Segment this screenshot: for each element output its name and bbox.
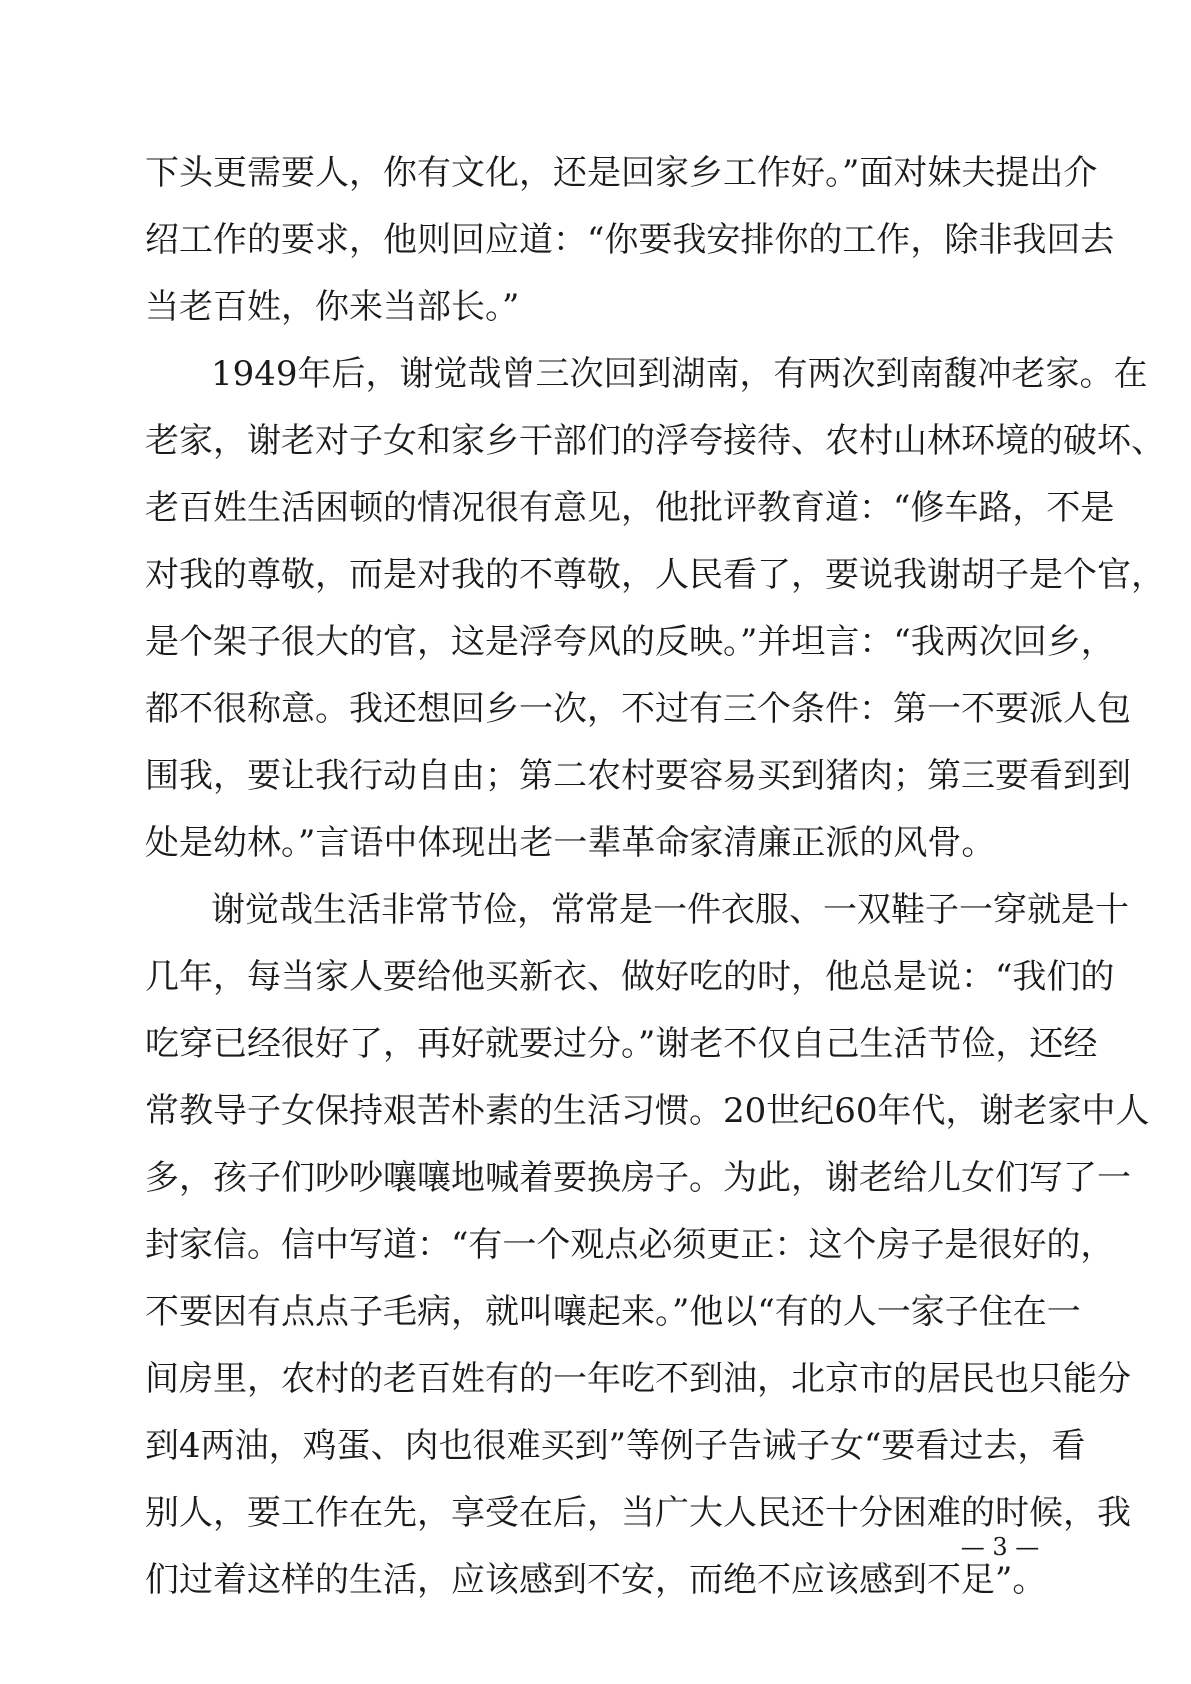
text-line: 围我，要让我行动自由；第二农村要容易买到猪肉；第三要看到到	[145, 756, 1131, 796]
text-line: 几年，每当家人要给他买新衣、做好吃的时，他总是说：“我们的	[145, 957, 1115, 997]
text-line: 处是幼林。”言语中体现出老一辈革命家清廉正派的风骨。	[145, 823, 996, 863]
text-line: 老百姓生活困顿的情况很有意见，他批评教育道：“修车路，不是	[145, 488, 1115, 528]
text-line: 是个架子很大的官，这是浮夸风的反映。”并坦言：“我两次回乡，	[145, 622, 1115, 662]
text-line: 绍工作的要求，他则回应道：“你要我安排你的工作，除非我回去	[145, 220, 1115, 260]
text-line: 常教导子女保持艰苦朴素的生活习惯。20世纪60年代，谢老家中人	[145, 1091, 1150, 1131]
text-line: 到4两油，鸡蛋、肉也很难买到”等例子告诫子女“要看过去，看	[145, 1426, 1086, 1466]
text-line: 封家信。信中写道：“有一个观点必须更正：这个房子是很好的，	[145, 1225, 1115, 1265]
body-text	[145, 140, 1165, 1614]
text-line: 别人，要工作在先，享受在后，当广大人民还十分困难的时候，我	[145, 1493, 1131, 1533]
text-line: 多，孩子们吵吵嚷嚷地喊着要换房子。为此，谢老给儿女们写了一	[145, 1158, 1131, 1198]
text-line: 都不很称意。我还想回乡一次，不过有三个条件：第一不要派人包	[145, 689, 1131, 729]
text-line: 当老百姓，你来当部长。”	[145, 287, 520, 327]
paragraph-start-line: 谢觉哉生活非常节俭，常常是一件衣服、一双鞋子一穿就是十	[211, 890, 1129, 930]
text-line: 老家，谢老对子女和家乡干部们的浮夸接待、农村山林环境的破坏、	[145, 421, 1165, 461]
page-number: — 3 —	[960, 1533, 1040, 1561]
text-line: 下头更需要人，你有文化，还是回家乡工作好。”面对妹夫提出介	[145, 153, 1098, 193]
text-line: 对我的尊敬，而是对我的不尊敬，人民看了，要说我谢胡子是个官，	[145, 555, 1165, 595]
text-line: 不要因有点点子毛病，就叫嚷起来。”他以“有的人一家子住在一	[145, 1292, 1081, 1332]
paragraph-start-line: 1949年后，谢觉哉曾三次回到湖南，有两次到南馥冲老家。在	[211, 354, 1148, 394]
text-line: 们过着这样的生活，应该感到不安，而绝不应该感到不足”。	[145, 1560, 1047, 1600]
text-line: 吃穿已经很好了，再好就要过分。”谢老不仅自己生活节俭，还经	[145, 1024, 1098, 1064]
text-line: 间房里，农村的老百姓有的一年吃不到油，北京市的居民也只能分	[145, 1359, 1131, 1399]
